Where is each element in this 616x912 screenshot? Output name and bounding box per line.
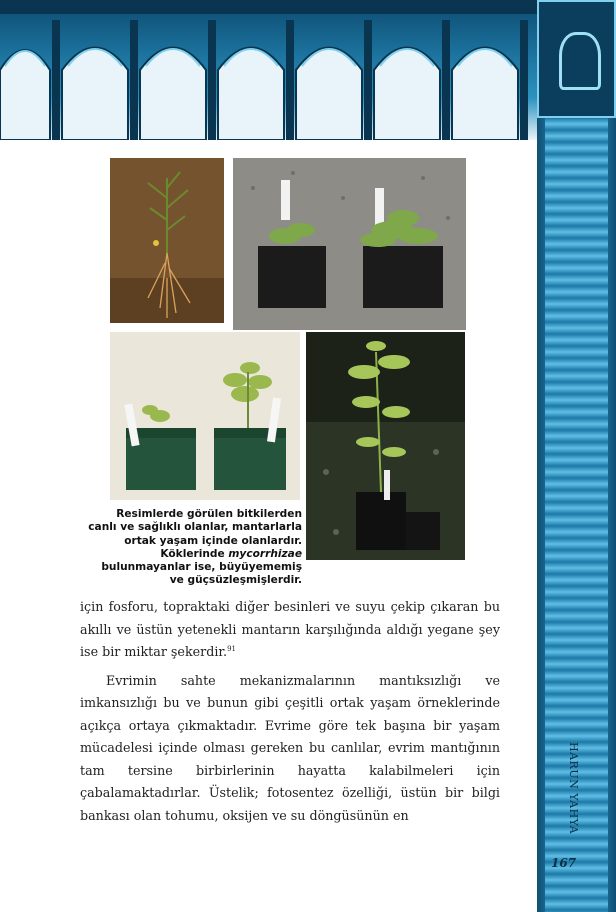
caption-term: mycorrhizae <box>228 547 302 560</box>
footnote-ref: 91 <box>227 644 237 653</box>
photo-seedling-pots <box>110 332 300 500</box>
caption-text-end: bulunmayanlar ise, büyüyememiş ve güçsüzleşmişlerdir. <box>101 561 302 587</box>
paragraph: Evrimin sahte mekanizmalarının mantıksızlığı ve imkansızlığı bu ve bunun gibi çeşitli ortak yaşam örneklerinde açıkça ortaya çıkmaktadır. Evrime göre tek başına bir yaşam mücadelesi içinde olması gereken bu canlılar, evrim mantığının tam tersine birbirlerinin hayatta kalabilmeleri için çabalamaktadırlar. Üstelik; fotosentez özelliği, üstün bir bilgi bankası olan tohumu, oksijen ve su döngüsünün en <box>80 672 500 823</box>
ornament-tile <box>537 0 616 118</box>
side-title: HARUN YAHYA <box>567 742 580 835</box>
body-text <box>80 596 500 827</box>
photo-two-potted-plants <box>233 158 466 330</box>
paragraph <box>80 596 500 664</box>
paragraph-text: için fosforu, topraktaki diğer besinleri ve suyu çekip çıkaran bu akıllı ve üstün yetenekli mantarın karşılığında aldığı yegane şey ise bir miktar şekerdir. <box>80 599 500 659</box>
photo-uprooted-plant <box>110 158 224 323</box>
figure-caption <box>86 508 302 588</box>
ornamental-banner <box>0 0 616 140</box>
caption-text-start: Resimlerde görülen bitkilerden canlı ve sağlıklı olanlar, mantarlarla ortak yaşam içinde olanlardır. Köklerinde <box>88 508 302 560</box>
photo-tall-plant-shade <box>306 332 465 560</box>
arch-ornament <box>0 0 616 140</box>
page-number: 167 <box>551 856 577 870</box>
